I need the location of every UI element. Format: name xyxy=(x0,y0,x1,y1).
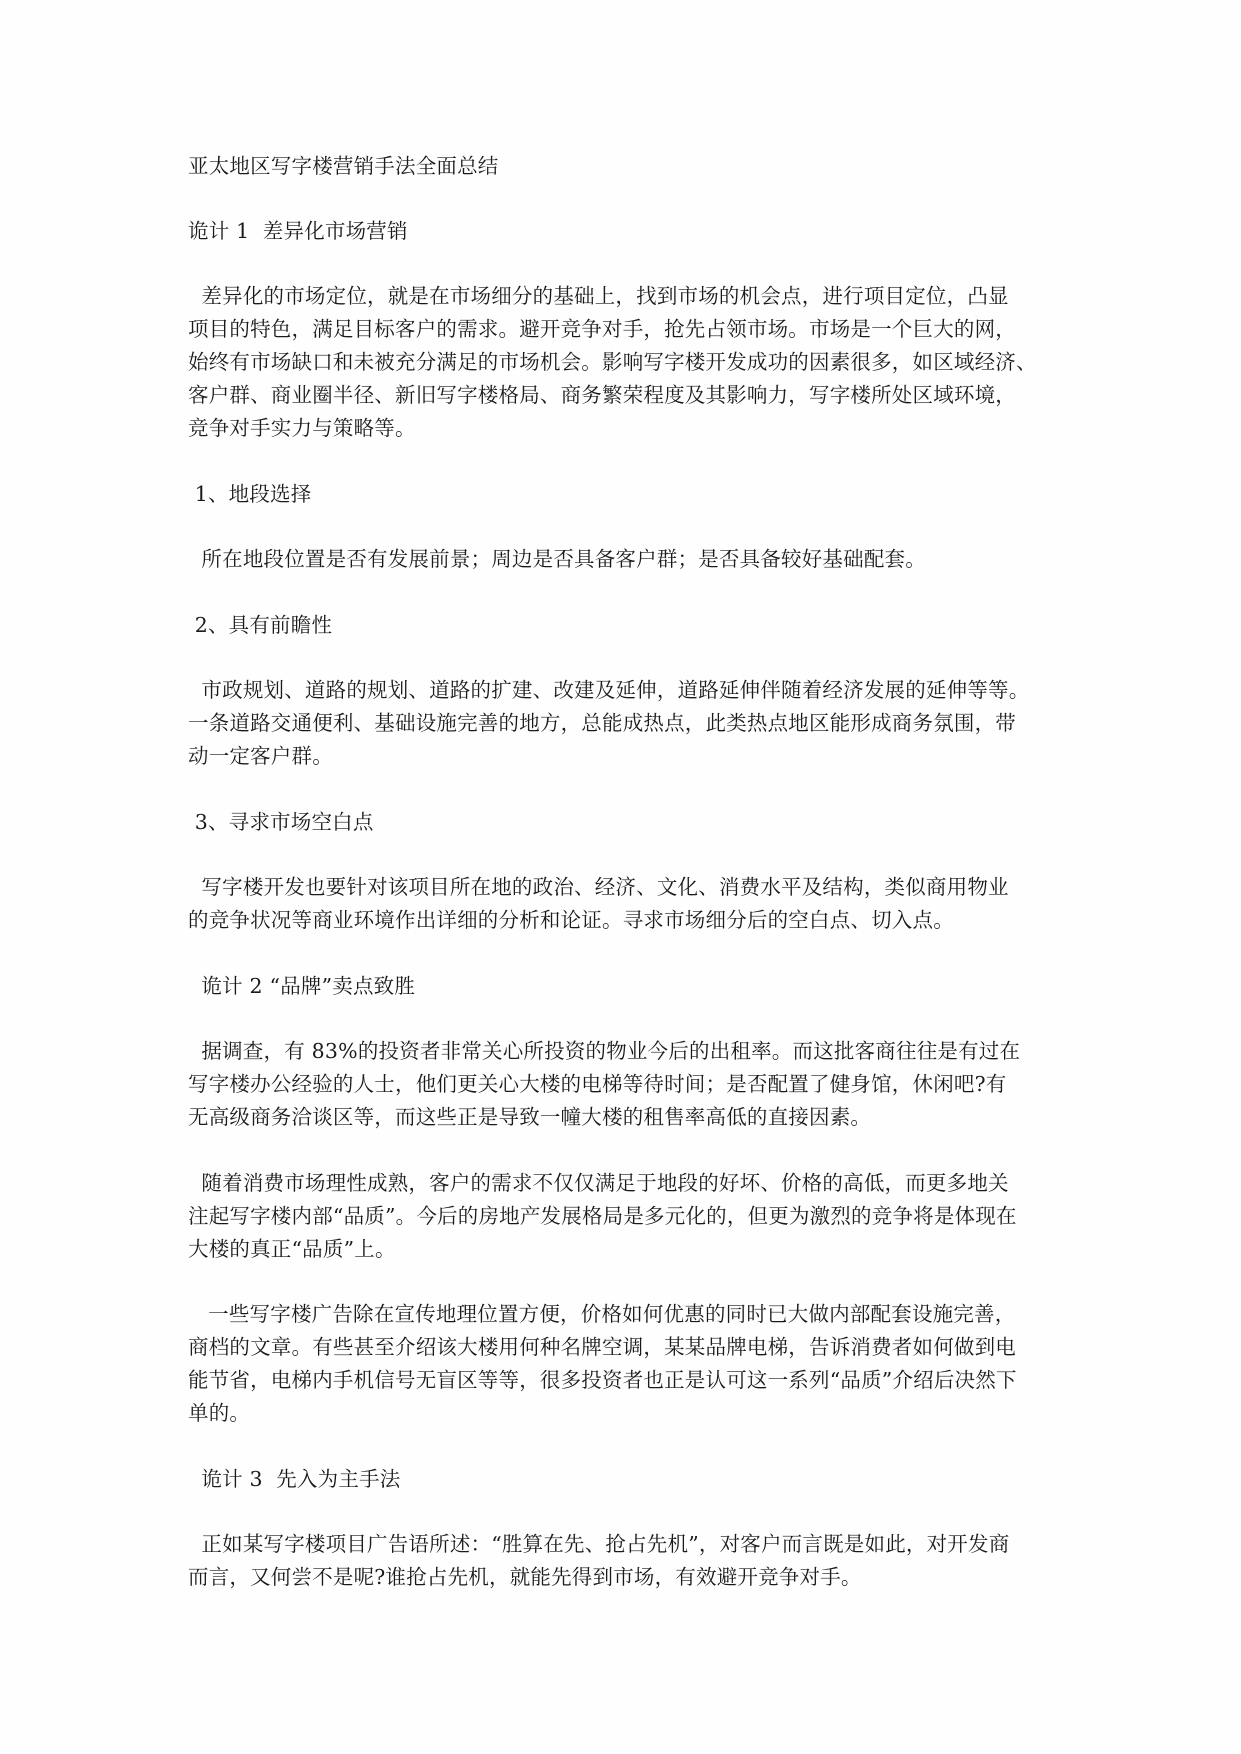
paragraph-line: 单的。 xyxy=(188,1401,251,1425)
paragraph-line: 商档的文章。有些甚至介绍该大楼用何种名牌空调，某某品牌电梯，告诉消费者如何做到电 xyxy=(188,1335,1016,1359)
paragraph-line: 大楼的真正“品质”上。 xyxy=(188,1237,396,1261)
paragraph-line: 而言，又何尝不是呢?谁抢占先机，就能先得到市场，有效避开竞争对手。 xyxy=(188,1565,862,1589)
paragraph-line: 的竞争状况等商业环境作出详细的分析和论证。寻求市场细分后的空白点、切入点。 xyxy=(188,908,954,932)
paragraph-line: 写字楼开发也要针对该项目所在地的政治、经济、文化、消费水平及结构，类似商用物业 xyxy=(188,875,1009,899)
paragraph-line: 项目的特色，满足目标客户的需求。避开竞争对手，抢先占领市场。市场是一个巨大的网， xyxy=(188,317,1016,341)
paragraph-line: 正如某写字楼项目广告语所述：“胜算在先、抢占先机”，对客户而言既是如此，对开发商 xyxy=(188,1532,1010,1556)
paragraph-line: 始终有市场缺口和未被充分满足的市场机会。影响写字楼开发成功的因素很多，如区域经济、 xyxy=(188,350,1037,374)
paragraph-line: 差异化的市场定位，就是在市场细分的基础上，找到市场的机会点，进行项目定位，凸显 xyxy=(188,284,1009,308)
section-2-heading: 诡计 2 “品牌”卖点致胜 xyxy=(188,974,416,998)
paragraph-line: 一条道路交通便利、基础设施完善的地方，总能成热点，此类热点地区能形成商务氛围，带 xyxy=(188,711,1016,735)
paragraph-line: 竞争对手实力与策略等。 xyxy=(188,416,416,440)
section-1-heading: 诡计 1 差异化市场营销 xyxy=(188,219,408,243)
paragraph-line: 所在地段位置是否有发展前景；周边是否具备客户群；是否具备较好基础配套。 xyxy=(188,547,926,571)
paragraph-line: 市政规划、道路的规划、道路的扩建、改建及延伸，道路延伸伴随着经济发展的延伸等等。 xyxy=(188,678,1030,702)
paragraph-line: 据调查，有 83%的投资者非常关心所投资的物业今后的出租率。而这批客商往往是有过在 xyxy=(188,1039,1021,1063)
paragraph-line: 动一定客户群。 xyxy=(188,744,333,768)
document-title: 亚太地区写字楼营销手法全面总结 xyxy=(188,154,499,178)
paragraph-line: 能节省，电梯内手机信号无盲区等等，很多投资者也正是认可这一系列“品质”介绍后决然下 xyxy=(188,1368,1017,1392)
paragraph-line: 随着消费市场理性成熟，客户的需求不仅仅满足于地段的好坏、价格的高低，而更多地关 xyxy=(188,1171,1009,1195)
paragraph-line: 无高级商务洽谈区等，而这些正是导致一幢大楼的租售率高低的直接因素。 xyxy=(188,1105,872,1129)
item-1-heading: 1、地段选择 xyxy=(188,482,312,506)
paragraph-line: 一些写字楼广告除在宣传地理位置方便，价格如何优惠的同时已大做内部配套设施完善， xyxy=(188,1302,1016,1326)
section-3-heading: 诡计 3 先入为主手法 xyxy=(188,1467,401,1491)
item-2-heading: 2、具有前瞻性 xyxy=(188,613,333,637)
paragraph-line: 注起写字楼内部“品质”。今后的房地产发展格局是多元化的，但更为激烈的竞争将是体现在 xyxy=(188,1204,1017,1228)
item-3-heading: 3、寻求市场空白点 xyxy=(188,810,374,834)
paragraph-line: 写字楼办公经验的人士，他们更关心大楼的电梯等待时间；是否配置了健身馆，休闲吧?有 xyxy=(188,1072,1007,1096)
paragraph-line: 客户群、商业圈半径、新旧写字楼格局、商务繁荣程度及其影响力，写字楼所处区域环境， xyxy=(188,383,1016,407)
